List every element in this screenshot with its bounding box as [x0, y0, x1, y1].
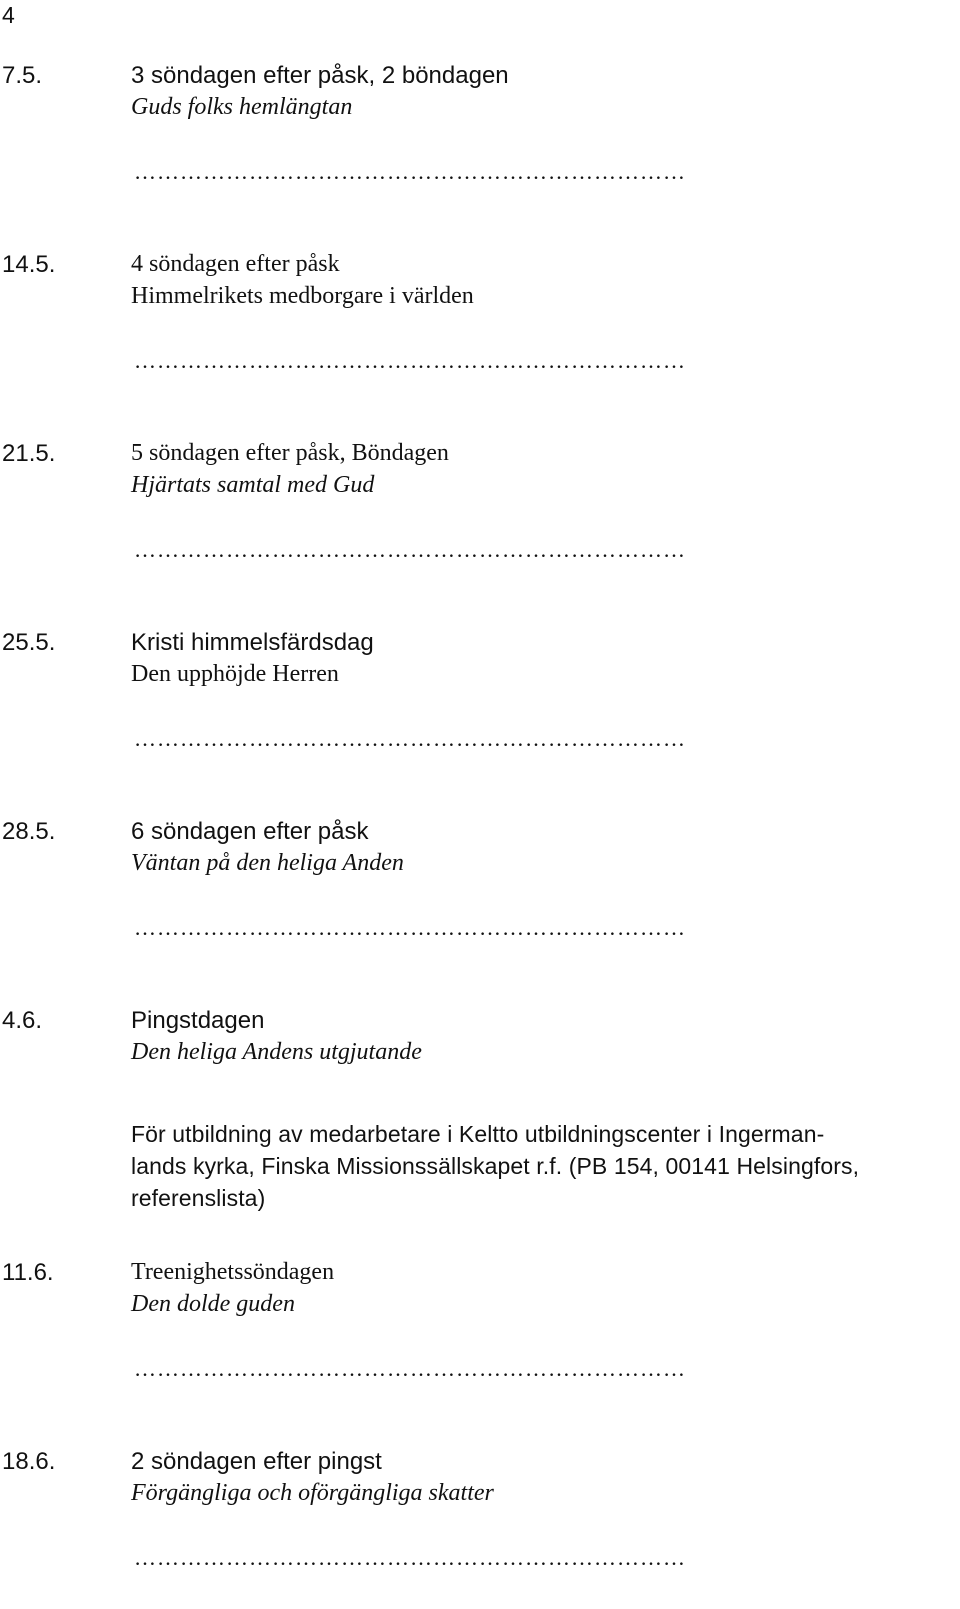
entry-date: 28.5.: [2, 818, 56, 845]
entry-subtitle: Förgängliga och oförgängliga skatter: [131, 1480, 494, 1506]
entry-dotted-line: ………………………………………………………………: [134, 348, 686, 373]
entry-dotted-line: ………………………………………………………………: [134, 726, 686, 751]
entry-title: 5 söndagen efter påsk, Böndagen: [131, 440, 449, 466]
entry-title: Kristi himmelsfärdsdag: [131, 629, 374, 656]
entry-date: 14.5.: [2, 251, 56, 278]
entry-title: Treenighetssöndagen: [131, 1259, 335, 1285]
entry-dotted-line: ………………………………………………………………: [134, 1356, 686, 1381]
entry-date: 11.6.: [2, 1259, 54, 1286]
pingst-note: [131, 1118, 943, 1214]
entry-date: 21.5.: [2, 440, 56, 467]
entry-title: 3 söndagen efter påsk, 2 böndagen: [131, 62, 509, 89]
entry-subtitle: Hjärtats samtal med Gud: [131, 472, 375, 498]
entry-subtitle: Guds folks hemlängtan: [131, 94, 353, 120]
entry-subtitle: Den dolde guden: [131, 1291, 295, 1317]
entry-title: Pingstdagen: [131, 1007, 265, 1034]
entry-subtitle: Den upphöjde Herren: [131, 661, 339, 687]
entry-date: 18.6.: [2, 1448, 56, 1475]
entry-dotted-line: ………………………………………………………………: [134, 159, 686, 184]
entry-date: 4.6.: [2, 1007, 43, 1034]
page-number: 4: [2, 2, 15, 28]
entry-dotted-line: ………………………………………………………………: [134, 915, 686, 940]
entry-subtitle: Himmelrikets medborgare i världen: [131, 283, 474, 309]
pingst-note-line: referenslista): [131, 1185, 266, 1211]
entry-title: 6 söndagen efter påsk: [131, 818, 369, 845]
entry-subtitle: Väntan på den heliga Anden: [131, 850, 404, 876]
pingst-note-line: lands kyrka, Finska Missionssällskapet r.f. (PB 154, 00141 Helsingfors,: [131, 1153, 860, 1179]
entry-date: 7.5.: [2, 62, 43, 89]
entry-dotted-line: ………………………………………………………………: [134, 1545, 686, 1570]
entry-title: 2 söndagen efter pingst: [131, 1448, 382, 1475]
entry-title: 4 söndagen efter påsk: [131, 251, 340, 277]
entry-subtitle: Den heliga Andens utgjutande: [131, 1039, 422, 1065]
pingst-note-line: För utbildning av medarbetare i Keltto utbildningscenter i Ingerman-: [131, 1121, 825, 1147]
entry-date: 25.5.: [2, 629, 56, 656]
entry-dotted-line: ………………………………………………………………: [134, 537, 686, 562]
